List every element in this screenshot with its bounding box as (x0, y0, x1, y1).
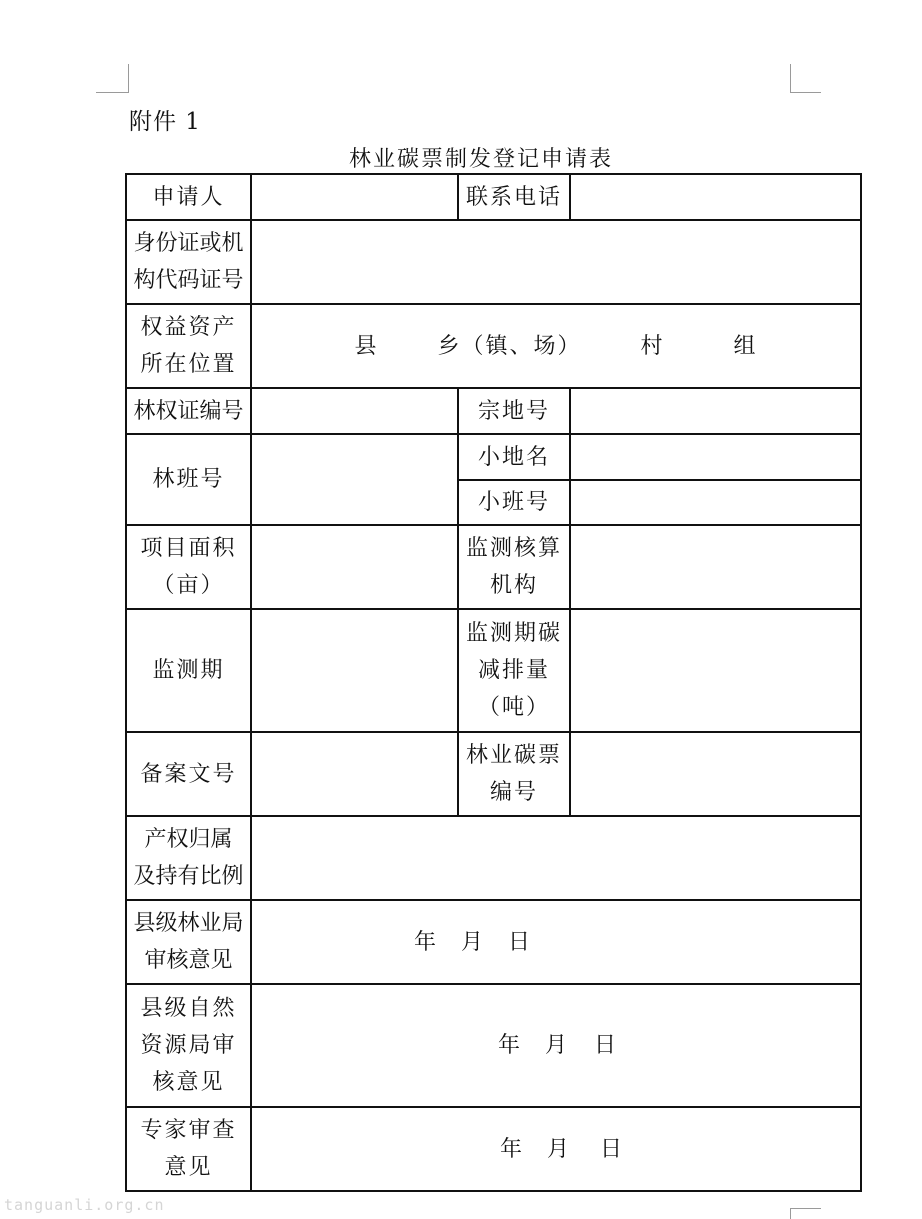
applicant-field[interactable] (251, 174, 458, 220)
period-field[interactable] (251, 609, 458, 732)
table-row (126, 609, 861, 732)
form-title: 林业碳票制发登记申请表 (348, 147, 613, 172)
agency-field[interactable] (570, 525, 861, 609)
date-year: 年 (414, 929, 439, 955)
reduction-label-line1: 监测期碳 (465, 621, 562, 646)
filing-label: 备案文号 (126, 732, 251, 816)
ownership-label-line1: 产权归属 (144, 827, 233, 852)
id-field[interactable] (251, 220, 861, 304)
table-row (126, 816, 861, 900)
county-forestry-opinion-field[interactable] (251, 900, 861, 984)
table-row (126, 220, 861, 304)
county-resources-label-line1: 县级自然 (140, 996, 237, 1021)
location-township: 乡（镇、场） (437, 333, 582, 359)
area-field[interactable] (251, 525, 458, 609)
id-label-line1: 身份证或机 (133, 231, 244, 256)
table-row (126, 434, 861, 480)
table-row (126, 304, 861, 388)
forest-class-label: 林班号 (126, 434, 251, 525)
period-label: 监测期 (126, 609, 251, 732)
location-village: 村 (640, 333, 665, 359)
location-field[interactable] (251, 304, 861, 388)
agency-label-line2: 机构 (489, 573, 538, 598)
phone-label: 联系电话 (458, 174, 570, 220)
location-county: 县 (354, 333, 379, 359)
reduction-label-line2: 减排量 (477, 658, 550, 683)
county-forestry-label (126, 900, 251, 984)
forest-class-field[interactable] (251, 434, 458, 525)
crop-mark-top-left (96, 64, 129, 93)
ticket-no-field[interactable] (570, 732, 861, 816)
id-label (126, 220, 251, 304)
reduction-label (458, 609, 570, 732)
table-row (126, 900, 861, 984)
crop-mark-bottom-right (790, 1208, 821, 1219)
county-resources-label-line2: 资源局审 (140, 1033, 237, 1058)
forest-cert-label: 林权证编号 (126, 388, 251, 434)
date-month: 月 (461, 929, 486, 955)
filing-field[interactable] (251, 732, 458, 816)
parcel-no-label: 宗地号 (458, 388, 570, 434)
reduction-field[interactable] (570, 609, 861, 732)
forest-cert-field[interactable] (251, 388, 458, 434)
table-row (126, 1107, 861, 1191)
expert-label-line2: 意见 (164, 1155, 213, 1180)
place-name-field[interactable] (570, 434, 861, 480)
date-year: 年 (498, 1033, 523, 1058)
table-row (126, 984, 861, 1107)
expert-label-line1: 专家审查 (140, 1118, 237, 1143)
county-resources-label-line3: 核意见 (152, 1070, 225, 1095)
agency-label (458, 525, 570, 609)
location-label-line1: 权益资产 (140, 315, 237, 340)
county-resources-opinion-field[interactable] (251, 984, 861, 1107)
date-month: 月 (545, 1033, 570, 1058)
county-forestry-label-line2: 审核意见 (144, 948, 233, 973)
reduction-label-line3: （吨） (477, 695, 550, 720)
location-label-line2: 所在位置 (140, 352, 237, 377)
expert-label (126, 1107, 251, 1191)
location-label (126, 304, 251, 388)
agency-label-line1: 监测核算 (465, 536, 562, 561)
site-watermark: tanguanli.org.cn (4, 1196, 165, 1214)
table-row (126, 525, 861, 609)
ticket-no-label-line2: 编号 (489, 780, 538, 805)
date-year: 年 (500, 1136, 525, 1162)
attachment-label: 附件 1 (129, 109, 201, 135)
location-group: 组 (733, 333, 758, 359)
place-name-label: 小地名 (458, 434, 570, 480)
applicant-label: 申请人 (126, 174, 251, 220)
ownership-field[interactable] (251, 816, 861, 900)
area-label-line2: （亩） (152, 573, 225, 598)
table-row (126, 732, 861, 816)
table-row (126, 388, 861, 434)
subclass-label: 小班号 (458, 480, 570, 525)
ownership-label-line2: 及持有比例 (133, 864, 244, 889)
ticket-no-label-line1: 林业碳票 (465, 743, 562, 768)
application-form-table (125, 173, 862, 1192)
county-resources-label (126, 984, 251, 1107)
ticket-no-label (458, 732, 570, 816)
area-label-line1: 项目面积 (140, 536, 237, 561)
date-month: 月 (547, 1136, 572, 1162)
subclass-field[interactable] (570, 480, 861, 525)
table-row (126, 174, 861, 220)
ownership-label (126, 816, 251, 900)
crop-mark-top-right (790, 64, 821, 93)
county-forestry-label-line1: 县级林业局 (133, 911, 244, 936)
id-label-line2: 构代码证号 (133, 268, 244, 293)
date-day: 日 (508, 929, 533, 955)
date-day: 日 (600, 1136, 625, 1162)
expert-opinion-field[interactable] (251, 1107, 861, 1191)
phone-field[interactable] (570, 174, 861, 220)
parcel-no-field[interactable] (570, 388, 861, 434)
date-day: 日 (594, 1033, 619, 1058)
area-label (126, 525, 251, 609)
